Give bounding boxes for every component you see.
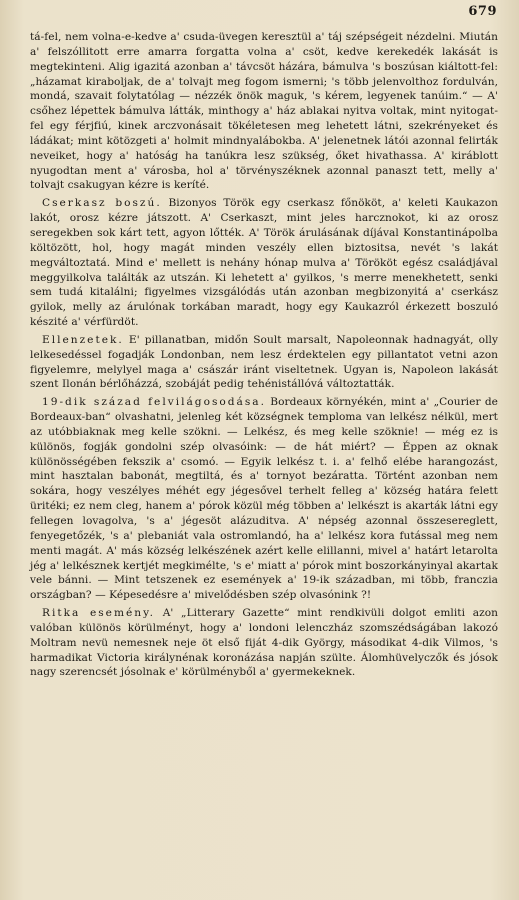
article-title: 19-dik század felvilágosodása. [42,396,266,409]
page-body [30,30,498,680]
paragraph-ritka [30,606,498,680]
paragraph-intro [30,30,498,193]
paragraph-ellenzetek [30,333,498,392]
article-title: Ellenzetek. [42,333,124,346]
paragraph-text: A' „Litterary Gazette“ mint rendkivüli dolgot emliti azon valóban különös körülményt, hogy a' londoni lelenczház szomszédságában lakozó Moltram nevü nemesnek neje öt első fiját 4-dik György, másodikat 4-dik Vilmos, 's harmadikat Victoria királynénak koronázása napján szülte. Álomhüvelyczők és jósok nagy szerencsét jósolnak e' körülményből a' gyermekeknek. [30,607,498,679]
paragraph-text: tá-fel, nem volna-e-kedve a' csuda-üvegen keresztül a' táj szépségeit nézdelni. Miután a' felszóllitott erre amarra forgatta volna a' csöt, kedve kerekedék lakását is megtekinteni. Alig igazitá azonban a' távcsöt házára, bámulva 's boszúsan kiáltott-fel: „házamat kiraboljak, de a' tolvajt meg fogom ismerni; 's több jelenvolthoz fordulván, mondá, szavait folytatólag — nézzék önök maguk, 's kérem, legyenek tanúim.“ — A' csőhez lépettek bámulva látták, minthogy a' ház ablakai nyitva voltak, mint nyitogat-fel egy férjfiú, kinek arczvonásait tökéletesen meg lehetett látni, szekrényeket és ládákat; mint kötözgeti a' holmit mindnyalábokba. A' jelenetnek látói azonnal felirták neveiket, hogy a' hatóság ha tanúkra lesz szükség, őket hivathassa. A' kiráblott nyugodtan ment a' városba, hol a' törvényszéknek azonnal panaszt tett, melly a' tolvajt csakugyan kézre is keríté. [30,31,498,192]
paragraph-text: E' pillanatban, midőn Soult marsalt, Napoleonnak hadnagyát, olly lelkesedéssel fogadják Londonban, nem lesz érdektelen egy pillantatot vetni azon figyelemre, melylyel maga a' császár iránt viseltetnek. Ugyan is, Napoleon lakását szent Ilonán bérlőházzá, szobáját pedig tehénistállóvá változtatták. [30,333,498,391]
paragraph-felvilagosodas [30,395,498,603]
paragraph-text: Bordeaux környékén, mint a' „Courier de Bordeaux-ban“ olvashatni, jelenleg két községnek temploma van lelkész nélkül, mert az utóbbiaknak meg kelle szökni. — Lelkész, és meg kelle szöknie! — még ez is különös, fogják gondolni szép olvasóink: — de hát miért? — Éppen az oknak különösségében fekszik a' csomó. — Egyik lelkész t. i. a' felhő elébe harangozást, mint hasztalan babonát, megtiltá, és a' tornyot bezáratta. Történt azonban nem sokára, hogy veszélyes méhét egy jégesővel terhelt felleg a' község határa felett üritéki; ez nem cleg, hanem a' pórok közül még többen a' lelkészt is akarták látni egy fellegen lovagolva, 's a' jégesöt alázuditva. A' népség azonnal összesereglett, fenyegetőzék, 's a' plebaniát vala ostromlandó, ha a' lelkész kora futással meg nem menti magát. A' más község lelkészének azért kelle elillanni, mivel a' határt letarolta jég a' lelkésznek kertjét megkimélte, 's e' miatt a' pórok mint boszorkányinyal akartak vele bánni. — Mint tetszenek ez események a' 19-ik században, mi több, franczia országban? — Képesedésre a' mivelődésben szép olvasónink ?! [30,396,498,602]
article-title: Cserkasz boszú. [42,197,162,210]
paragraph-text: Bizonyos Török egy cserkasz főnököt, a' keleti Kaukazon lakót, orosz kézre játszott. A' Cserkaszt, mint jeles harcznokot, ki az orosz seregekben sok kárt tett, agyon lőtték. A' Török árulásának díjával Konstantinápolba költözött, hol, hogy magát minden veszély ellen biztositsa, nevét 's lakát megváltoztatá. Mind e' mellett is nehány hónap mulva a' Törököt egész családjával meggyilkolva találták az utszán. Ki lehetett a' gyilkos, 's merre menekhetett, senki sem tudá kitalálni; figyelmes vizsgálódás után azonban megbizonyitá a' cserkász gyilok, melly az árulónak torkában maradt, hogy egy Kaukazról érkezett boszuló készité a' vérfürdöt. [30,197,498,329]
page-number: 679 [468,4,497,19]
article-title: Ritka esemény. [42,607,156,620]
paragraph-cserkasz [30,196,498,330]
